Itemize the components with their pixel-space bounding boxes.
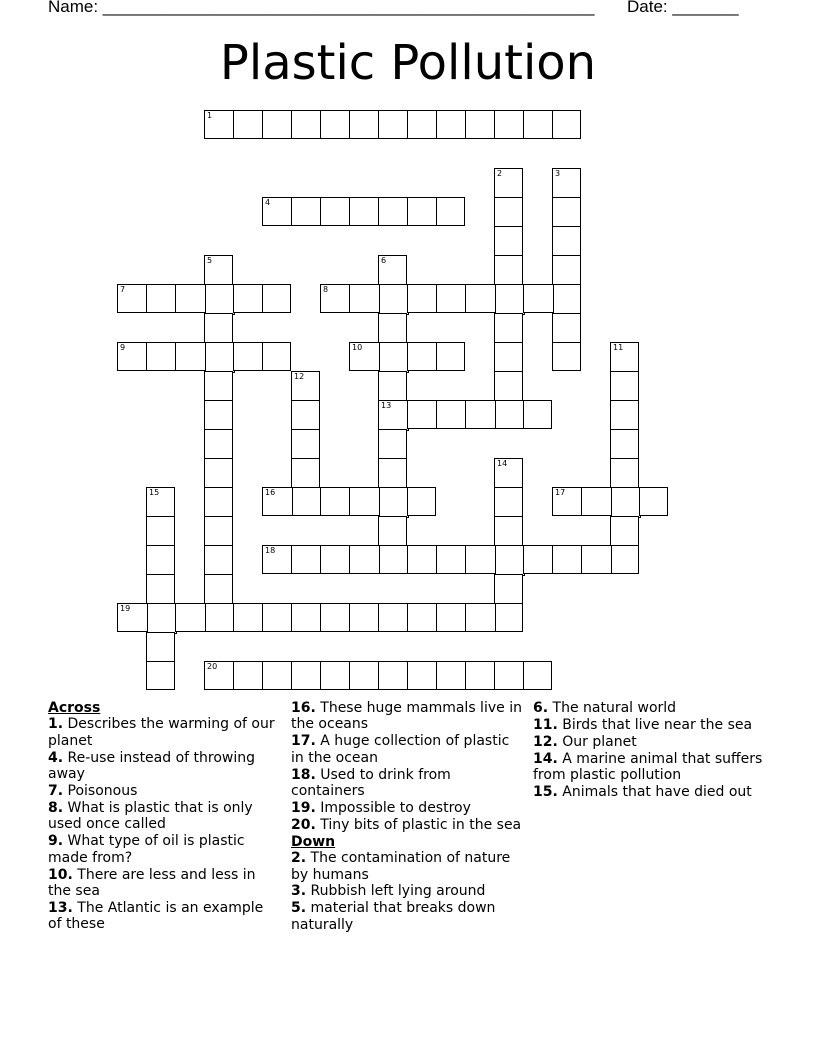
crossword-cell[interactable] (378, 342, 409, 373)
crossword-cell[interactable] (204, 661, 235, 690)
crossword-cell[interactable] (349, 110, 380, 139)
clues-column-3 (533, 700, 765, 801)
crossword-cell[interactable] (494, 284, 525, 315)
crossword-cell[interactable] (146, 603, 177, 634)
clue-item (533, 784, 765, 800)
crossword-cell[interactable] (407, 661, 438, 690)
clue-item (291, 817, 523, 833)
crossword-cell[interactable] (378, 661, 409, 690)
crossword-cell[interactable] (378, 313, 407, 344)
crossword-cell[interactable] (262, 487, 293, 516)
crossword-cell[interactable] (436, 197, 465, 226)
crossword-cell[interactable] (378, 458, 407, 489)
clue-item (291, 800, 523, 816)
crossword-cell[interactable] (349, 545, 380, 574)
crossword-cell[interactable] (407, 545, 438, 574)
clue-text: Used to drink from containers (291, 766, 451, 800)
clue-number-label: 12 (294, 372, 305, 381)
clue-text: Tiny bits of plastic in the sea (315, 816, 522, 833)
clue-text: Rubbish left lying around (306, 883, 486, 900)
crossword-cell[interactable] (320, 603, 351, 632)
crossword-cell[interactable] (233, 603, 264, 632)
clue-number-label: 5 (207, 256, 213, 265)
crossword-cell[interactable] (146, 545, 175, 576)
crossword-cell[interactable] (494, 255, 523, 286)
crossword-cell[interactable] (436, 110, 467, 139)
crossword-cell[interactable] (175, 284, 206, 313)
crossword-cell[interactable] (378, 603, 409, 632)
clues-column-1 (48, 700, 280, 933)
clue-text: The Atlantic is an example of these (48, 899, 264, 933)
clue-text: A marine animal that suffers from plastic pollution (533, 750, 763, 784)
crossword-cell[interactable] (175, 603, 206, 632)
clue-number: 13. (48, 899, 73, 916)
clue-item (48, 800, 280, 833)
clue-text: Birds that live near the sea (557, 716, 753, 733)
clue-text: These huge mammals live in the oceans (291, 700, 522, 733)
clue-number: 2. (291, 850, 307, 867)
crossword-cell[interactable] (378, 197, 409, 226)
clue-text: What type of oil is plastic made from? (48, 833, 245, 866)
crossword-cell[interactable] (436, 400, 467, 429)
crossword-cell[interactable] (610, 516, 639, 547)
crossword-cell[interactable] (407, 342, 438, 371)
crossword-cell[interactable] (262, 110, 293, 139)
clue-item (48, 833, 280, 866)
crossword-cell[interactable] (291, 603, 322, 632)
crossword-cell[interactable] (465, 400, 496, 429)
clue-text: Poisonous (63, 783, 138, 800)
crossword-cell[interactable] (494, 603, 523, 632)
crossword-cell[interactable] (349, 661, 380, 690)
clue-number: 19. (291, 799, 316, 816)
crossword-cell[interactable] (407, 487, 436, 516)
clue-number: 16. (291, 700, 316, 716)
crossword-cell[interactable] (407, 284, 438, 313)
clue-item (291, 900, 523, 933)
crossword-cell[interactable] (465, 284, 496, 313)
crossword-cell[interactable] (204, 603, 235, 632)
clue-number-label: 11 (613, 343, 624, 352)
clue-number-label: 6 (381, 256, 387, 265)
crossword-cell[interactable] (494, 458, 523, 489)
crossword-cell[interactable] (610, 400, 639, 431)
crossword-cell[interactable] (552, 168, 581, 199)
clue-number-label: 3 (555, 169, 561, 178)
crossword-cell[interactable] (204, 458, 233, 489)
crossword-cell[interactable] (378, 400, 409, 431)
crossword-cell[interactable] (523, 400, 552, 429)
crossword-cell[interactable] (233, 284, 264, 313)
crossword-cell[interactable] (378, 110, 409, 139)
clue-number: 10. (48, 866, 73, 883)
crossword-cell[interactable] (146, 661, 175, 690)
crossword-cell[interactable] (204, 516, 233, 547)
crossword-cell[interactable] (291, 545, 322, 574)
crossword-cell[interactable] (204, 545, 233, 576)
crossword-cell[interactable] (262, 342, 291, 371)
clue-text: Animals that have died out (557, 784, 752, 801)
clue-number-label: 13 (381, 401, 392, 410)
crossword-cell[interactable] (436, 342, 465, 371)
crossword-cell[interactable] (204, 313, 233, 344)
clue-item (533, 751, 765, 784)
clue-number: 20. (291, 816, 316, 833)
clue-number-label: 1 (207, 111, 213, 120)
crossword-cell[interactable] (291, 458, 320, 489)
clue-item (48, 867, 280, 900)
page-title: Plastic Pollution (219, 35, 597, 91)
crossword-cell[interactable] (349, 342, 380, 371)
clue-text: There are less and less in the sea (48, 866, 256, 899)
clue-text: Describes the warming of our planet (48, 716, 275, 749)
crossword-cell[interactable] (436, 284, 467, 313)
across-heading: Across (48, 700, 101, 716)
crossword-cell[interactable] (262, 603, 293, 632)
crossword-cell[interactable] (291, 487, 322, 516)
crossword-cell[interactable] (204, 487, 233, 518)
crossword-cell[interactable] (349, 487, 380, 516)
clue-number-label: 18 (265, 546, 276, 555)
crossword-cell[interactable] (204, 284, 235, 315)
crossword-cell[interactable] (291, 661, 322, 690)
crossword-cell[interactable] (523, 661, 552, 690)
crossword-cell[interactable] (291, 371, 320, 402)
clue-number: 9. (48, 833, 64, 850)
clue-text: The natural world (548, 700, 677, 716)
clue-number-label: 16 (265, 488, 276, 497)
crossword-cell[interactable] (349, 603, 380, 632)
crossword-cell[interactable] (378, 255, 407, 286)
crossword-cell[interactable] (494, 226, 523, 257)
crossword-cell[interactable] (117, 284, 148, 313)
crossword-cell[interactable] (175, 342, 206, 371)
clue-number-label: 4 (265, 198, 271, 207)
crossword-cell[interactable] (320, 197, 351, 226)
crossword-cell[interactable] (117, 603, 148, 632)
crossword-cell[interactable] (204, 400, 233, 431)
crossword-cell[interactable] (320, 487, 351, 516)
crossword-cell[interactable] (581, 487, 612, 516)
clue-item (291, 767, 523, 800)
crossword-cell[interactable] (146, 574, 175, 605)
down-heading: Down (291, 833, 336, 850)
crossword-cell[interactable] (320, 545, 351, 574)
crossword-cell[interactable] (552, 197, 581, 228)
crossword-cell[interactable] (465, 545, 496, 574)
crossword-cell[interactable] (204, 255, 233, 286)
clues-section (0, 700, 816, 1000)
crossword-cell[interactable] (146, 632, 175, 663)
clue-item (533, 700, 765, 716)
crossword-cell[interactable] (378, 371, 407, 402)
clue-number: 15. (533, 784, 558, 801)
crossword-cell[interactable] (610, 545, 639, 574)
clue-item (291, 733, 523, 766)
crossword-cell[interactable] (117, 342, 148, 371)
crossword-cell[interactable] (146, 342, 177, 371)
crossword-cell[interactable] (320, 284, 351, 313)
crossword-cell[interactable] (610, 342, 639, 373)
clue-number-label: 7 (120, 285, 126, 294)
clue-number: 11. (533, 716, 558, 733)
crossword-cell[interactable] (494, 371, 523, 402)
crossword-cell[interactable] (204, 110, 235, 139)
clue-number: 18. (291, 766, 316, 783)
clue-item (291, 700, 523, 733)
crossword-cell[interactable] (291, 429, 320, 460)
clue-number-label: 8 (323, 285, 329, 294)
crossword-cell[interactable] (436, 545, 467, 574)
date-field-label: Date: _______ (627, 0, 739, 16)
crossword-cell[interactable] (494, 313, 523, 344)
crossword-cell[interactable] (552, 313, 581, 344)
clue-number: 7. (48, 783, 64, 800)
clue-item (291, 850, 523, 883)
crossword-cell[interactable] (378, 429, 407, 460)
crossword-cell[interactable] (233, 110, 264, 139)
crossword-cell[interactable] (291, 197, 322, 226)
crossword-cell[interactable] (494, 661, 525, 690)
crossword-cell[interactable] (204, 574, 233, 605)
clue-number-label: 10 (352, 343, 363, 352)
crossword-cell[interactable] (146, 284, 177, 313)
crossword-cell[interactable] (494, 110, 525, 139)
clue-text: A huge collection of plastic in the ocean (291, 733, 510, 766)
clue-number: 5. (291, 900, 307, 917)
clue-number-label: 19 (120, 604, 131, 613)
crossword-cell[interactable] (291, 400, 320, 431)
crossword-cell[interactable] (204, 371, 233, 402)
crossword-cell[interactable] (146, 487, 175, 518)
crossword-cell[interactable] (146, 516, 175, 547)
crossword-cell[interactable] (581, 545, 612, 574)
crossword-cell[interactable] (639, 487, 668, 516)
clue-text: Impossible to destroy (315, 799, 471, 816)
crossword-cell[interactable] (552, 342, 581, 371)
crossword-cell[interactable] (494, 487, 523, 518)
crossword-cell[interactable] (320, 110, 351, 139)
clue-number: 14. (533, 750, 558, 767)
clue-item (48, 716, 280, 749)
clue-item (533, 717, 765, 733)
crossword-cell[interactable] (552, 255, 581, 286)
crossword-cell[interactable] (552, 226, 581, 257)
crossword-cell[interactable] (407, 400, 438, 429)
crossword-cell[interactable] (494, 400, 525, 429)
crossword-cell[interactable] (523, 545, 554, 574)
clues-column-2 (291, 700, 523, 934)
crossword-cell[interactable] (465, 603, 496, 632)
crossword-cell[interactable] (291, 110, 322, 139)
clue-number: 3. (291, 883, 307, 900)
crossword-cell[interactable] (494, 545, 525, 576)
crossword-cell[interactable] (320, 661, 351, 690)
crossword-cell[interactable] (407, 603, 438, 632)
clue-item (48, 750, 280, 783)
crossword-cell[interactable] (349, 197, 380, 226)
crossword-cell[interactable] (552, 545, 583, 574)
crossword-cell[interactable] (465, 661, 496, 690)
crossword-cell[interactable] (378, 545, 409, 574)
crossword-cell[interactable] (552, 487, 583, 516)
crossword-cell[interactable] (233, 342, 264, 371)
crossword-cell[interactable] (494, 516, 523, 547)
clue-item (48, 900, 280, 933)
crossword-cell[interactable] (349, 284, 380, 313)
clue-number: 4. (48, 749, 64, 766)
clue-number: 12. (533, 733, 558, 750)
crossword-cell[interactable] (262, 661, 293, 690)
crossword-cell[interactable] (523, 110, 554, 139)
clue-number: 6. (533, 700, 549, 716)
crossword-cell[interactable] (552, 110, 581, 139)
clue-number: 8. (48, 799, 64, 816)
clue-item (48, 783, 280, 799)
crossword-cell[interactable] (465, 110, 496, 139)
clue-number-label: 15 (149, 488, 160, 497)
crossword-cell[interactable] (436, 661, 467, 690)
crossword-cell[interactable] (610, 487, 641, 518)
crossword-cell[interactable] (378, 487, 409, 518)
clue-item (533, 734, 765, 750)
crossword-cell[interactable] (233, 661, 264, 690)
crossword-cell[interactable] (436, 603, 467, 632)
crossword-cell[interactable] (407, 110, 438, 139)
crossword-cell[interactable] (494, 197, 523, 228)
crossword-cell[interactable] (552, 284, 581, 315)
crossword-cell[interactable] (523, 284, 554, 313)
crossword-cell[interactable] (610, 458, 639, 489)
clue-text: What is plastic that is only used once called (48, 799, 253, 833)
name-field-label: Name: ____________________________________________________ (48, 0, 595, 16)
crossword-cell[interactable] (378, 516, 407, 547)
clue-number-label: 9 (120, 343, 126, 352)
clue-number-label: 14 (497, 459, 508, 468)
clue-number-label: 2 (497, 169, 503, 178)
clue-text: Our planet (557, 733, 637, 750)
crossword-cell[interactable] (378, 284, 409, 315)
crossword-cell[interactable] (262, 545, 293, 574)
crossword-cell[interactable] (494, 342, 523, 373)
crossword-cell[interactable] (262, 284, 291, 313)
clue-item (291, 883, 523, 899)
clue-number-label: 20 (207, 662, 218, 671)
clue-number: 17. (291, 733, 316, 750)
crossword-cell[interactable] (610, 429, 639, 460)
clue-number-label: 17 (555, 488, 566, 497)
crossword-cell[interactable] (407, 197, 438, 226)
clue-text: Re-use instead of throwing away (48, 749, 256, 783)
clue-number: 1. (48, 716, 64, 733)
crossword-cell[interactable] (204, 342, 235, 373)
crossword-cell[interactable] (494, 168, 523, 199)
clue-text: The contamination of nature by humans (291, 850, 511, 883)
crossword-cell[interactable] (610, 371, 639, 402)
crossword-cell[interactable] (262, 197, 293, 226)
crossword-cell[interactable] (494, 574, 523, 605)
clue-text: material that breaks down naturally (291, 900, 496, 933)
crossword-cell[interactable] (204, 429, 233, 460)
